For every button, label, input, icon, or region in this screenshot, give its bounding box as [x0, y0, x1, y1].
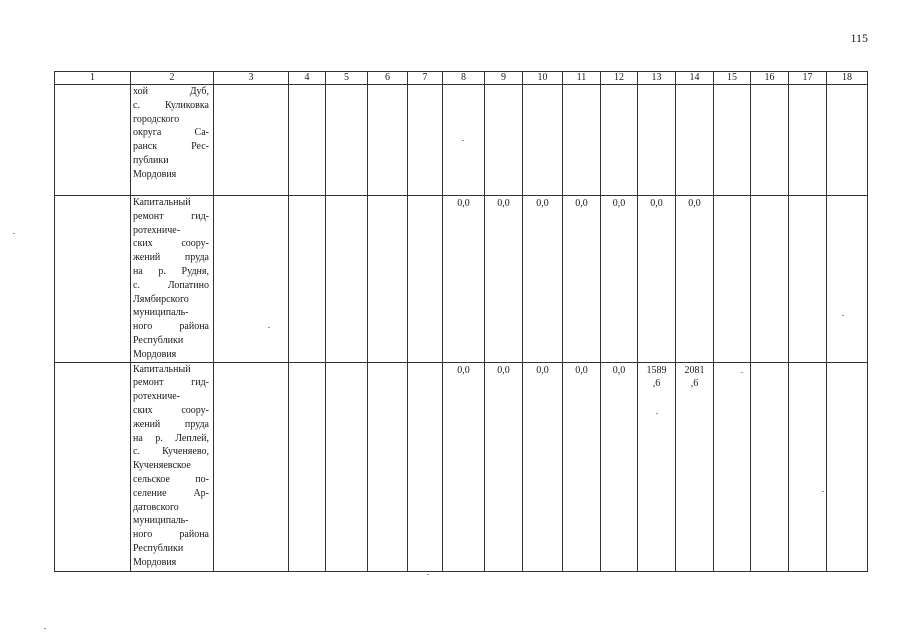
header-cell: 15: [714, 72, 751, 85]
description-line: хой Дуб,: [133, 86, 209, 97]
description-line: ремонт гид-: [133, 210, 209, 222]
description-line: Капитальный: [133, 363, 191, 375]
value-cell-col-7: [408, 85, 443, 196]
description-line: ротехниче-: [133, 224, 181, 236]
description-line: публики: [133, 154, 169, 166]
cell-col-1: [55, 85, 131, 196]
value-cell-col-17: [789, 196, 827, 363]
description-line: ремонт гид-: [133, 377, 209, 389]
description-cell: [131, 196, 214, 363]
header-cell: 13: [638, 72, 676, 85]
data-table: [54, 71, 868, 572]
header-row: [55, 72, 868, 85]
value-cell-col-11: [563, 85, 601, 196]
value-cell-col-14: [676, 85, 714, 196]
description-line: городского: [133, 113, 180, 125]
table-row: [55, 85, 868, 196]
header-cell: 3: [214, 72, 289, 85]
value-cell-col-18: [827, 85, 868, 196]
value-text: 1589 ,6: [646, 364, 667, 390]
header-cell: 17: [789, 72, 827, 85]
value-cell-col-16: [751, 85, 789, 196]
description-line: Республики: [133, 542, 184, 554]
description-line: на р. Леплей,: [133, 432, 209, 444]
cell-col-1: [55, 196, 131, 363]
description-cell: [131, 362, 214, 571]
value-cell-col-10: [523, 362, 563, 571]
value-text: 0,0: [575, 364, 588, 376]
header-cell: 11: [563, 72, 601, 85]
value-cell-col-7: [408, 362, 443, 571]
description-line: Капитальный: [133, 197, 191, 208]
description-line: с. Куликовка: [133, 99, 209, 111]
header-cell: 7: [408, 72, 443, 85]
header-cell: 6: [368, 72, 408, 85]
value-cell-col-15: [714, 196, 751, 363]
description-line: ских соору-: [133, 238, 209, 250]
header-cell: 4: [289, 72, 326, 85]
value-text: 0,0: [497, 198, 510, 209]
value-cell-col-13: [638, 85, 676, 196]
description-line: Республики: [133, 334, 184, 346]
description-line: жений пруда: [133, 418, 209, 430]
value-cell-col-17: [789, 85, 827, 196]
description-cell: [131, 85, 214, 196]
value-cell-col-13: [638, 196, 676, 363]
value-cell-col-12: [601, 362, 638, 571]
description-line: муниципаль-: [133, 515, 189, 527]
description-line: муниципаль-: [133, 307, 189, 319]
value-cell-col-15: [714, 85, 751, 196]
value-cell-col-4: [289, 85, 326, 196]
value-text: 0,0: [650, 198, 663, 209]
value-text: 0,0: [612, 364, 626, 376]
header-cell: 5: [326, 72, 368, 85]
description-line: Лямбирского: [133, 293, 189, 305]
description-line: ротехниче-: [133, 391, 181, 403]
value-cell-col-8: [443, 362, 485, 571]
value-cell-col-16: [751, 362, 789, 571]
value-cell-col-6: [368, 196, 408, 363]
description-line: ного района: [133, 529, 209, 541]
value-cell-col-4: [289, 196, 326, 363]
header-cell: 8: [443, 72, 485, 85]
value-text: 0,0: [457, 364, 470, 376]
description-line: Мордовия: [133, 168, 177, 180]
header-cell: 16: [751, 72, 789, 85]
header-cell: 2: [131, 72, 214, 85]
description-line: на р. Рудня,: [133, 265, 209, 277]
value-cell-col-9: [485, 85, 523, 196]
description-line: жений пруда: [133, 252, 209, 264]
cell-col-1: [55, 362, 131, 571]
value-cell-col-12: [601, 85, 638, 196]
value-text: 0,0: [536, 198, 549, 209]
value-cell-col-11: [563, 362, 601, 571]
value-cell-col-3: [214, 85, 289, 196]
value-cell-col-7: [408, 196, 443, 363]
description-line: датовского: [133, 501, 179, 513]
value-cell-col-8: [443, 196, 485, 363]
description-line: селение Ар-: [133, 487, 209, 499]
header-cell: 10: [523, 72, 563, 85]
value-cell-col-12: [601, 196, 638, 363]
page-number: 115: [850, 31, 868, 45]
description-line: ного района: [133, 321, 209, 333]
value-cell-col-6: [368, 85, 408, 196]
description-line: Мордовия: [133, 348, 177, 360]
value-cell-col-5: [326, 362, 368, 571]
description-line: Кученяевское: [133, 460, 191, 472]
value-text: 0,0: [688, 198, 701, 209]
value-cell-col-18: [827, 196, 868, 363]
description-line: ских соору-: [133, 404, 209, 416]
value-cell-col-18: [827, 362, 868, 571]
value-cell-col-17: [789, 362, 827, 571]
value-cell-col-9: [485, 196, 523, 363]
value-text: 0,0: [612, 198, 626, 209]
header-cell: 9: [485, 72, 523, 85]
value-cell-col-13: [638, 362, 676, 571]
header-cell: 12: [601, 72, 638, 85]
value-text: 0,0: [575, 198, 588, 209]
value-cell-col-14: [676, 196, 714, 363]
header-cell: 14: [676, 72, 714, 85]
value-text: 0,0: [497, 364, 510, 376]
value-cell-col-15: [714, 362, 751, 571]
header-cell: 1: [55, 72, 131, 85]
description-line: с. Лопатино: [133, 279, 209, 291]
value-cell-col-9: [485, 362, 523, 571]
description-line: сельское по-: [133, 473, 209, 485]
description-line: округа Са-: [133, 127, 209, 139]
value-cell-col-11: [563, 196, 601, 363]
value-cell-col-10: [523, 85, 563, 196]
description-line: с. Кученяево,: [133, 446, 209, 458]
value-text: 0,0: [457, 198, 470, 209]
description-line: Мордовия: [133, 556, 177, 568]
value-cell-col-3: [214, 196, 289, 363]
value-cell-col-5: [326, 196, 368, 363]
value-cell-col-3: [214, 362, 289, 571]
value-text: 2081 ,6: [684, 364, 705, 390]
value-cell-col-6: [368, 362, 408, 571]
value-cell-col-16: [751, 196, 789, 363]
description-line: ранск Рес-: [133, 141, 209, 153]
value-cell-col-5: [326, 85, 368, 196]
value-cell-col-10: [523, 196, 563, 363]
table-row: [55, 196, 868, 363]
value-cell-col-14: [676, 362, 714, 571]
header-cell: 18: [827, 72, 868, 85]
value-text: 0,0: [536, 364, 549, 376]
value-cell-col-4: [289, 362, 326, 571]
table-row: [55, 362, 868, 571]
